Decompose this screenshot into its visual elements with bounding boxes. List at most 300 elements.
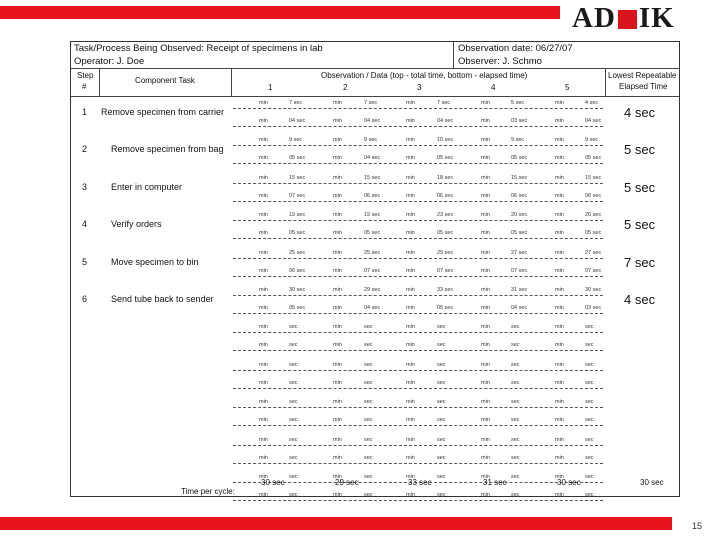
elapsed-time-line [233,388,603,389]
total-time-min: min [259,399,268,406]
total-time-sec: 9 sec [511,137,525,144]
step-number: 5 [82,256,88,267]
elapsed-time-min: min [406,118,415,124]
total-time-min: min [481,212,490,219]
elapsed-time-min: min [333,118,342,124]
total-time-min: min [406,399,415,406]
time-per-cycle-label: Time per cycle: [181,487,235,496]
operator-value: J. Doe [116,56,145,67]
total-time-min: min [555,361,564,368]
total-time-min: min [259,212,268,219]
elapsed-time-sec: 05 sec [511,230,528,237]
total-time-min: min [406,174,415,181]
elapsed-time-min: min [333,379,342,386]
observer [458,56,542,67]
elapsed-time-sec: sec [364,417,373,424]
observation-header: Observation / Data (top - total time, bottom - elapsed time) [321,71,528,80]
observation-number-3: 3 [417,83,422,92]
total-time-line [233,220,603,221]
total-time-min: min [333,399,342,406]
elapsed-time-min: min [333,192,342,199]
total-time-min: min [555,249,564,256]
component-task: Remove specimen from bag [111,144,224,155]
elapsed-time-min: min [259,305,268,311]
total-time-sec: sec [585,399,594,406]
elapsed-time-sec: sec [364,492,373,498]
total-time-sec: sec [437,361,446,368]
observation-date [458,43,573,54]
total-time-min: min [333,474,342,480]
total-time-sec: 15 sec [289,174,306,181]
logo-text-right: IK [638,2,675,34]
time-per-cycle-value: 30 sec [557,478,581,487]
total-time-sec: sec [289,436,298,443]
total-time-sec: sec [585,361,594,368]
total-time-min: min [259,436,268,443]
elapsed-time-min: min [555,118,564,124]
elapsed-time-sec: sec [364,454,373,461]
elapsed-time-min: min [481,192,490,199]
total-time-min: min [406,324,415,331]
total-time-sec: sec [289,361,298,368]
total-time-sec: sec [437,436,446,443]
total-time-min: min [259,100,268,106]
elapsed-time-min: min [259,192,268,199]
total-time-min: min [406,287,415,293]
observation-number-1: 1 [268,83,273,92]
elapsed-time-min: min [406,230,415,237]
total-time-sec: 27 sec [585,249,602,256]
total-time-line [233,258,603,259]
elapsed-time-line [233,500,603,501]
elapsed-time-min: min [481,454,490,461]
observer-value: J. Schmo [502,56,542,67]
elapsed-time-min: min [481,492,490,498]
task-column-divider [231,68,232,96]
elapsed-time-min: min [555,417,564,424]
elapsed-time-sec: sec [437,454,446,461]
total-time-sec: sec [511,436,520,443]
total-time-line [233,145,603,146]
total-time-sec: 7 sec [437,100,451,106]
total-time-sec: 20 sec [511,212,528,219]
elapsed-time-line [233,350,603,351]
elapsed-time-sec: 07 sec [437,267,454,274]
total-time-sec: 15 sec [364,174,381,181]
elapsed-time-min: min [333,305,342,311]
total-time-line [233,183,603,184]
elapsed-time-sec: 07 sec [289,192,306,199]
total-time-sec: sec [511,474,520,480]
elapsed-time-sec: sec [289,492,298,498]
elapsed-time-sec: 06 sec [511,192,528,199]
elapsed-time-min: min [406,155,415,162]
lowest-header-line1: Lowest Repeatable [608,71,677,80]
observation-number-2: 2 [343,83,348,92]
total-time-sec: 10 sec [437,137,454,144]
elapsed-time-min: min [259,492,268,498]
total-time-sec: sec [511,324,520,331]
total-time-min: min [259,174,268,181]
elapsed-time-sec: 05 sec [585,155,602,162]
elapsed-time-sec: 06 sec [364,192,381,199]
elapsed-time-sec: 05 sec [585,230,602,237]
total-time-min: min [555,137,564,144]
total-time-sec: sec [289,324,298,331]
lowest-repeatable-time: 4 sec [624,292,656,307]
elapsed-time-min: min [259,379,268,386]
elapsed-time-sec: sec [585,342,594,349]
total-time-sec: 30 sec [585,287,602,293]
component-task-header: Component Task [135,76,195,85]
total-time-min: min [259,361,268,368]
total-time-sec: 33 sec [437,287,454,293]
elapsed-time-sec: 06 sec [289,267,306,274]
elapsed-time-line [233,163,603,164]
total-time-min: min [555,474,564,480]
total-time-min: min [555,212,564,219]
elapsed-time-min: min [259,118,268,124]
total-time-sec: 7 sec [364,100,378,106]
elapsed-time-sec: 06 sec [585,192,602,199]
time-per-cycle-value: 31 sec [483,478,507,487]
total-time-sec: 9 sec [585,137,599,144]
elapsed-time-sec: sec [511,454,520,461]
elapsed-time-sec: 04 sec [289,118,306,124]
total-time-min: min [555,324,564,331]
total-time-min: min [406,361,415,368]
elapsed-time-sec: 06 sec [437,192,454,199]
total-time-min: min [259,249,268,256]
total-time-min: min [259,137,268,144]
company-logo [572,1,675,35]
elapsed-time-sec: sec [364,379,373,386]
bottom-red-bar [0,517,672,530]
component-task: Enter in computer [111,181,183,192]
total-time-sec: sec [437,399,446,406]
lowest-column-divider [605,68,606,96]
total-time-sec: 4 sec [585,100,599,106]
elapsed-time-line [233,463,603,464]
total-time-min: min [481,361,490,368]
step-number: 2 [82,144,88,155]
total-time-sec: sec [511,399,520,406]
header-divider [71,68,679,69]
total-time-min: min [555,174,564,181]
total-time-sec: 15 sec [585,174,602,181]
elapsed-time-min: min [555,305,564,311]
total-time-min: min [406,474,415,480]
lowest-repeatable-time: 7 sec [624,254,656,270]
elapsed-time-min: min [555,192,564,199]
elapsed-time-sec: sec [437,417,446,424]
elapsed-time-min: min [259,267,268,274]
component-task: Send tube back to sender [111,294,214,304]
total-time-sec: 31 sec [511,287,528,293]
elapsed-time-sec: 04 sec [364,155,381,162]
total-time-sec: 15 sec [511,174,528,181]
elapsed-time-min: min [406,192,415,199]
elapsed-time-min: min [406,417,415,424]
elapsed-time-sec: sec [364,342,373,349]
time-per-cycle-value: 30 sec [261,478,285,487]
total-time-min: min [481,174,490,181]
elapsed-time-min: min [555,267,564,274]
total-time-min: min [481,474,490,480]
total-time-min: min [259,287,268,293]
task-observed-value: Receipt of specimens in lab [206,43,323,54]
elapsed-time-sec: 03 sec [511,118,528,124]
total-time-min: min [481,137,490,144]
total-time-min: min [333,361,342,368]
elapsed-time-line [233,238,603,239]
observation-number-4: 4 [491,83,496,92]
observation-date-label: Observation date: [458,43,533,54]
elapsed-time-sec: 07 sec [364,267,381,274]
total-time-sec: 23 sec [437,212,454,219]
total-time-min: min [333,174,342,181]
total-time-min: min [555,100,564,106]
total-time-min: min [333,324,342,331]
elapsed-time-min: min [481,417,490,424]
total-time-sec: sec [364,474,373,480]
elapsed-time-min: min [259,342,268,349]
column-header-divider [71,96,679,97]
observer-label: Observer: [458,56,500,67]
total-time-min: min [333,137,342,144]
total-time-min: min [333,249,342,256]
elapsed-time-min: min [333,267,342,274]
total-time-min: min [406,137,415,144]
total-time-line [233,295,603,296]
total-time-line [233,108,603,109]
elapsed-time-sec: sec [585,379,594,386]
step-number-header: # [82,82,87,91]
elapsed-time-sec: sec [289,379,298,386]
total-time-sec: sec [585,324,594,331]
step-column-divider [99,68,100,96]
elapsed-time-min: min [481,379,490,386]
lowest-header-line2: Elapsed Time [619,82,668,91]
elapsed-time-min: min [481,230,490,237]
elapsed-time-min: min [481,342,490,349]
elapsed-time-sec: 07 sec [511,267,528,274]
header-vertical-divider [453,42,454,68]
component-task: Verify orders [111,219,162,230]
logo-text-left: AD [572,2,616,34]
elapsed-time-sec: 05 sec [437,155,454,162]
elapsed-time-min: min [481,305,490,311]
component-task: Move specimen to bin [111,256,199,267]
elapsed-time-sec: 05 sec [437,305,454,311]
total-time-min: min [333,100,342,106]
elapsed-time-sec: sec [289,417,298,424]
observation-sheet [70,41,680,497]
elapsed-time-min: min [333,342,342,349]
elapsed-time-min: min [555,342,564,349]
elapsed-time-sec: 03 sec [585,305,602,311]
component-task: Remove specimen from carrier [101,107,225,117]
total-time-min: min [555,399,564,406]
elapsed-time-min: min [259,155,268,162]
time-per-cycle-value: 33 sec [408,478,432,487]
elapsed-time-min: min [481,118,490,124]
elapsed-time-sec: 05 sec [364,230,381,237]
elapsed-time-min: min [481,267,490,274]
lowest-repeatable-time: 5 sec [624,217,656,233]
elapsed-time-min: min [333,454,342,461]
total-time-sec: 9 sec [289,137,303,144]
total-time-min: min [481,287,490,293]
total-time-min: min [406,436,415,443]
total-time-min: min [259,324,268,331]
elapsed-time-min: min [555,492,564,498]
elapsed-time-sec: sec [437,492,446,498]
step-number: 6 [82,294,88,304]
total-time-sec: sec [364,324,373,331]
total-time-sec: sec [585,474,594,480]
elapsed-time-sec: sec [289,454,298,461]
elapsed-time-min: min [555,454,564,461]
total-time-min: min [481,324,490,331]
step-number: 4 [82,219,88,230]
elapsed-time-line [233,313,603,314]
task-observed-label: Task/Process Being Observed: [74,43,204,54]
total-time-line [233,332,603,333]
observation-date-value: 06/27/07 [535,43,573,54]
elapsed-time-sec: sec [511,417,520,424]
elapsed-time-sec: sec [289,342,298,349]
time-per-cycle-lowest: 30 sec [640,478,664,487]
total-time-min: min [406,100,415,106]
total-time-sec: sec [364,399,373,406]
operator [74,56,144,67]
total-time-min: min [333,212,342,219]
total-time-min: min [481,399,490,406]
total-time-line [233,445,603,446]
elapsed-time-min: min [406,379,415,386]
elapsed-time-line [233,201,603,202]
total-time-sec: sec [585,436,594,443]
elapsed-time-sec: sec [585,417,594,424]
step-number: 3 [82,181,88,192]
step-header: Step [77,71,94,80]
elapsed-time-sec: 04 sec [364,118,381,124]
elapsed-time-sec: 04 sec [364,305,381,311]
total-time-sec: sec [437,474,446,480]
elapsed-time-sec: 05 sec [289,155,306,162]
elapsed-time-min: min [555,379,564,386]
total-time-sec: sec [289,474,298,480]
total-time-line [233,370,603,371]
elapsed-time-sec: 05 sec [511,155,528,162]
total-time-sec: 20 sec [585,212,602,219]
elapsed-time-sec: 04 sec [511,305,528,311]
total-time-sec: sec [511,361,520,368]
page-number: 15 [692,521,703,531]
elapsed-time-sec: 05 sec [289,230,306,237]
total-time-min: min [333,436,342,443]
total-time-sec: 18 sec [437,174,454,181]
elapsed-time-line [233,276,603,277]
elapsed-time-sec: 04 sec [437,118,454,124]
total-time-sec: sec [437,324,446,331]
elapsed-time-min: min [259,454,268,461]
total-time-min: min [406,212,415,219]
lowest-repeatable-time: 4 sec [624,105,656,120]
lowest-repeatable-time: 5 sec [624,179,656,195]
total-time-sec: 19 sec [289,212,306,219]
step-number: 1 [82,107,88,117]
total-time-sec: 7 sec [289,100,303,106]
total-time-sec: 5 sec [511,100,525,106]
total-time-min: min [406,249,415,256]
logo-square-icon [618,10,637,29]
operator-label: Operator: [74,56,115,67]
elapsed-time-line [233,425,603,426]
total-time-min: min [555,436,564,443]
elapsed-time-min: min [333,155,342,162]
elapsed-time-line [233,126,603,127]
elapsed-time-min: min [555,230,564,237]
elapsed-time-sec: sec [511,342,520,349]
elapsed-time-min: min [259,230,268,237]
total-time-min: min [481,100,490,106]
elapsed-time-sec: sec [585,492,594,498]
elapsed-time-sec: sec [437,342,446,349]
elapsed-time-min: min [406,492,415,498]
elapsed-time-min: min [555,155,564,162]
elapsed-time-min: min [259,417,268,424]
total-time-min: min [259,474,268,480]
elapsed-time-sec: sec [511,379,520,386]
observation-number-5: 5 [565,83,570,92]
top-red-bar [0,6,560,19]
total-time-sec: 25 sec [289,249,306,256]
total-time-sec: sec [364,436,373,443]
task-observed [74,43,323,54]
total-time-line [233,407,603,408]
total-time-sec: 30 sec [289,287,306,293]
elapsed-time-sec: 04 sec [585,118,602,124]
elapsed-time-sec: 05 sec [289,305,306,311]
elapsed-time-sec: sec [585,454,594,461]
elapsed-time-min: min [333,230,342,237]
elapsed-time-sec: 07 sec [585,267,602,274]
time-per-cycle-value: 29 sec [335,478,359,487]
total-time-min: min [481,436,490,443]
elapsed-time-min: min [333,417,342,424]
total-time-sec: 27 sec [511,249,528,256]
elapsed-time-min: min [406,267,415,274]
elapsed-time-min: min [481,155,490,162]
elapsed-time-min: min [406,454,415,461]
elapsed-time-min: min [406,305,415,311]
total-time-sec: sec [364,361,373,368]
total-time-sec: 25 sec [364,249,381,256]
elapsed-time-min: min [333,492,342,498]
elapsed-time-sec: sec [437,379,446,386]
total-time-sec: 29 sec [364,287,381,293]
total-time-sec: 9 sec [364,137,378,144]
total-time-sec: 29 sec [437,249,454,256]
elapsed-time-sec: sec [511,492,520,498]
elapsed-time-min: min [406,342,415,349]
total-time-sec: 19 sec [364,212,381,219]
total-time-sec: sec [289,399,298,406]
lowest-repeatable-time: 5 sec [624,142,656,158]
total-time-min: min [555,287,564,293]
